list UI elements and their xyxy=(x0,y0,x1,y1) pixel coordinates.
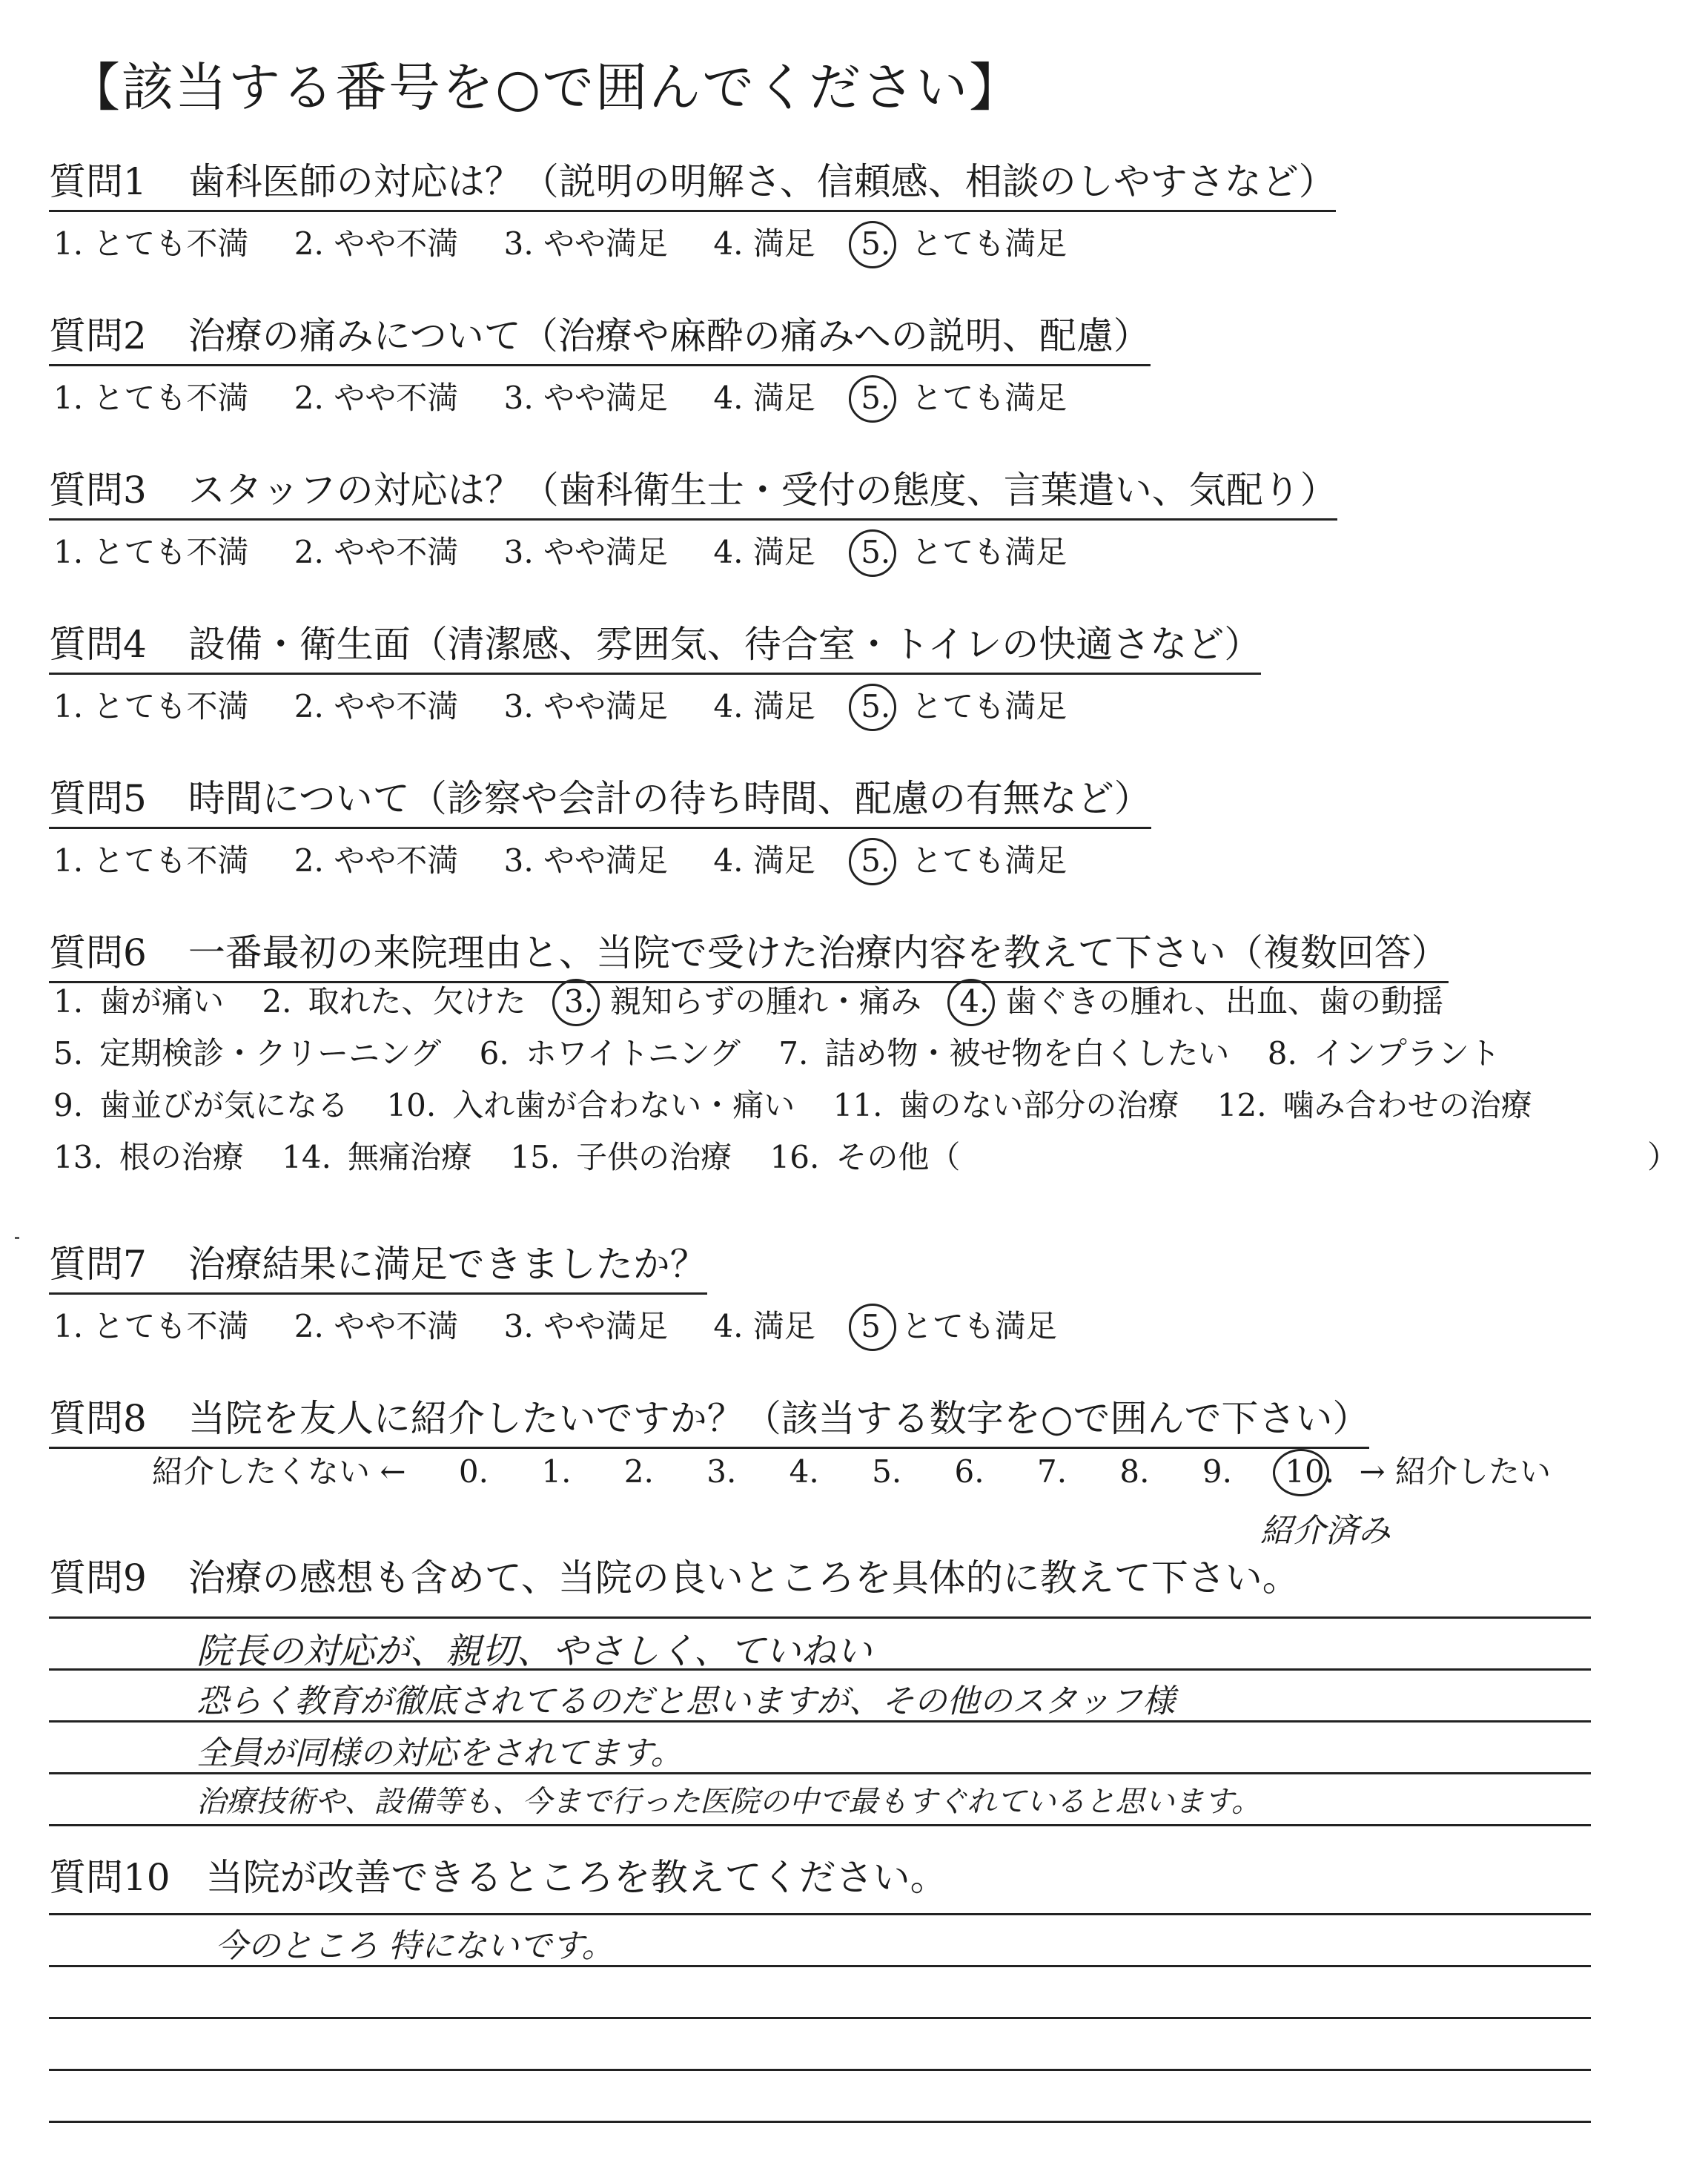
question-text: 治療結果に満足できましたか？ xyxy=(188,1243,707,1286)
selected-number: 4. xyxy=(959,983,990,1020)
question-1 xyxy=(49,152,1336,264)
option-label: 歯並びが気になる xyxy=(99,1087,349,1123)
choice-2[interactable]: 2. やや不満 xyxy=(294,380,459,416)
choice-1[interactable]: 1. とても不満 xyxy=(53,842,249,879)
choice-3[interactable]: 3. やや満足 xyxy=(503,688,669,724)
option-3-selected[interactable] xyxy=(564,977,921,1022)
choice-3[interactable]: 3. やや満足 xyxy=(503,1308,669,1344)
scale-5[interactable]: 5. xyxy=(872,1453,902,1490)
question-number: 質問10 xyxy=(49,1856,171,1899)
option-label: 歯のない部分の治療 xyxy=(898,1087,1179,1123)
option-6[interactable] xyxy=(480,1029,741,1074)
handwritten-answer-line: 今のところ 特にないです。 xyxy=(215,1927,615,1965)
option-number: 16. xyxy=(769,1139,820,1175)
choice-label: とても満足 xyxy=(911,688,1068,724)
choice-2[interactable]: 2. やや不満 xyxy=(294,225,459,262)
choice-2[interactable]: 2. やや不満 xyxy=(294,534,459,570)
rating-choices xyxy=(53,528,1337,572)
choice-3[interactable]: 3. やや満足 xyxy=(503,534,669,570)
scale-10-selected[interactable]: 10. xyxy=(1285,1453,1335,1490)
selected-number: 5. xyxy=(861,688,891,724)
choice-label: とても満足 xyxy=(911,534,1068,570)
question-2 xyxy=(49,306,1151,418)
recommend-scale xyxy=(152,1447,1551,1492)
option-15[interactable] xyxy=(510,1133,732,1178)
choice-4[interactable]: 4. 満足 xyxy=(713,534,815,570)
question-text: スタッフの対応は？（歯科衛生士・受付の態度、言葉遣い、気配り） xyxy=(188,469,1337,512)
question-heading xyxy=(49,1389,1369,1449)
answer-rule xyxy=(49,1824,1591,1826)
option-number: 15. xyxy=(510,1139,560,1175)
choice-1[interactable]: 1. とても不満 xyxy=(53,380,249,416)
scale-9[interactable]: 9. xyxy=(1202,1453,1232,1490)
option-4-selected[interactable] xyxy=(959,977,1443,1022)
option-13[interactable] xyxy=(53,1133,244,1178)
question-number: 質問6 xyxy=(49,931,147,974)
option-number: 5. xyxy=(53,1035,84,1071)
choice-5-selected[interactable] xyxy=(861,1302,1057,1347)
option-number: 9. xyxy=(53,1087,84,1123)
choice-4[interactable]: 4. 満足 xyxy=(713,225,815,262)
option-row xyxy=(53,977,1560,1029)
choice-4[interactable]: 4. 満足 xyxy=(713,1308,815,1344)
scale-0[interactable]: 0. xyxy=(458,1453,489,1490)
selected-number: 5 xyxy=(861,1308,881,1344)
answer-rule xyxy=(49,2017,1591,2019)
answer-rule xyxy=(49,1616,1591,1619)
scale-6[interactable]: 6. xyxy=(954,1453,984,1490)
question-heading xyxy=(49,1848,947,1901)
option-12[interactable] xyxy=(1217,1081,1532,1126)
question-number: 質問7 xyxy=(49,1243,147,1286)
option-number: 2. xyxy=(262,983,292,1020)
option-label: 噛み合わせの治療 xyxy=(1282,1087,1532,1123)
question-heading xyxy=(49,923,1449,983)
question-number: 質問9 xyxy=(49,1556,147,1599)
option-number: 12. xyxy=(1217,1087,1267,1123)
question-heading xyxy=(49,1235,707,1295)
option-label: 詰め物・被せ物を白くしたい xyxy=(824,1035,1230,1071)
question-text: 当院が改善できるところを教えてください。 xyxy=(205,1856,947,1899)
answer-rule xyxy=(49,2121,1591,2123)
option-number: 10. xyxy=(386,1087,437,1123)
question-text: 治療の感想も含めて、当院の良いところを具体的に教えて下さい。 xyxy=(188,1556,1300,1599)
option-number: 7. xyxy=(778,1035,809,1071)
choice-1[interactable]: 1. とても不満 xyxy=(53,1308,249,1344)
question-10 xyxy=(49,1848,947,1901)
choice-5-selected[interactable] xyxy=(861,219,1067,264)
scale-7[interactable]: 7. xyxy=(1036,1453,1068,1490)
option-label: 歯が痛い xyxy=(99,983,225,1020)
option-number: 8. xyxy=(1267,1035,1297,1071)
question-number: 質問4 xyxy=(49,623,147,666)
question-text: 歯科医師の対応は？（説明の明解さ、信頼感、相談のしやすさなど） xyxy=(188,160,1336,203)
question-number: 質問2 xyxy=(49,314,147,357)
selected-number: 5. xyxy=(861,225,891,262)
scale-4[interactable]: 4. xyxy=(789,1453,819,1490)
option-14[interactable] xyxy=(282,1133,472,1178)
scan-speck xyxy=(15,1237,19,1239)
choice-label: とても満足 xyxy=(901,1308,1057,1344)
option-label: その他（ xyxy=(835,1139,961,1175)
choice-4[interactable]: 4. 満足 xyxy=(713,688,815,724)
option-number: 13. xyxy=(53,1139,103,1175)
option-1[interactable] xyxy=(53,977,224,1022)
scale-left-label: 紹介したくない ← xyxy=(152,1453,406,1490)
option-7[interactable] xyxy=(778,1029,1229,1074)
choice-1[interactable]: 1. とても不満 xyxy=(53,688,249,724)
option-label: 根の治療 xyxy=(119,1139,244,1175)
page-title: 【該当する番号を○で囲んでください】 xyxy=(68,57,1023,118)
option-10[interactable] xyxy=(386,1081,795,1126)
rating-choices xyxy=(53,219,1336,264)
scale-right-label: → 紹介したい xyxy=(1359,1453,1551,1490)
choice-label: とても満足 xyxy=(911,842,1068,879)
option-number: 6. xyxy=(479,1035,509,1071)
option-row xyxy=(53,1029,1560,1081)
question-7 xyxy=(49,1235,1093,1347)
option-5[interactable] xyxy=(53,1029,441,1074)
choice-5-selected[interactable] xyxy=(861,836,1067,881)
option-label: 無痛治療 xyxy=(347,1139,472,1175)
question-number: 質問1 xyxy=(49,160,147,203)
question-9 xyxy=(49,1548,1300,1602)
choice-2[interactable]: 2. やや不満 xyxy=(294,842,459,879)
choice-4[interactable]: 4. 満足 xyxy=(713,380,815,416)
answer-rule xyxy=(49,1913,1591,1915)
question-heading xyxy=(49,152,1336,212)
selected-number: 5. xyxy=(861,842,891,879)
option-11[interactable] xyxy=(833,1081,1179,1126)
question-5 xyxy=(49,769,1151,881)
selected-number: 5. xyxy=(861,380,891,416)
rating-choices xyxy=(53,836,1151,881)
option-row xyxy=(53,1081,1560,1133)
question-text: 一番最初の来院理由と、当院で受けた治療内容を教えて下さい（複数回答） xyxy=(188,931,1449,974)
question-text: 治療の痛みについて（治療や麻酔の痛みへの説明、配慮） xyxy=(188,314,1151,357)
question-8 xyxy=(49,1389,1369,1449)
choice-label: とても満足 xyxy=(911,380,1068,416)
choice-4[interactable]: 4. 満足 xyxy=(713,842,815,879)
choice-label: とても満足 xyxy=(911,225,1068,262)
question-number: 質問8 xyxy=(49,1397,147,1440)
option-number: 11. xyxy=(833,1087,883,1123)
option-label: 取れた、欠けた xyxy=(308,983,526,1020)
question-number: 質問3 xyxy=(49,469,147,512)
rating-choices xyxy=(53,682,1261,727)
visit-reason-options xyxy=(53,977,1679,1185)
choice-5-selected[interactable] xyxy=(861,374,1067,418)
question-heading xyxy=(49,769,1151,829)
handwritten-answer-line: 院長の対応が、親切、やさしく、ていねい xyxy=(196,1631,873,1672)
other-close-paren: ） xyxy=(1647,1139,1679,1175)
choice-2[interactable]: 2. やや不満 xyxy=(294,1308,459,1344)
option-8[interactable] xyxy=(1268,1029,1500,1074)
question-text: 設備・衛生面（清潔感、雰囲気、待合室・トイレの快適さなど） xyxy=(188,623,1262,666)
handwritten-answer-line: 治療技術や、設備等も、今まで行った医院の中で最もすぐれていると思います。 xyxy=(196,1785,1261,1819)
option-16-other[interactable] xyxy=(770,1133,961,1178)
choice-1[interactable]: 1. とても不満 xyxy=(53,534,249,570)
question-heading xyxy=(49,1548,1300,1602)
rating-choices xyxy=(53,374,1151,418)
option-number: 14. xyxy=(282,1139,331,1175)
choice-5-selected[interactable] xyxy=(861,528,1067,572)
option-2[interactable] xyxy=(262,977,526,1022)
choice-3[interactable]: 3. やや満足 xyxy=(503,380,669,416)
scale-2[interactable]: 2. xyxy=(623,1453,654,1490)
answer-rule xyxy=(49,2069,1591,2071)
scale-3[interactable]: 3. xyxy=(706,1453,737,1490)
question-number: 質問5 xyxy=(49,777,147,820)
option-label: 歯ぐきの腫れ、出血、歯の動揺 xyxy=(1005,983,1443,1020)
question-heading xyxy=(49,460,1337,521)
option-label: 子供の治療 xyxy=(576,1139,732,1175)
option-row xyxy=(53,1133,1679,1185)
question-6 xyxy=(49,923,1449,983)
choice-3[interactable]: 3. やや満足 xyxy=(503,842,669,879)
option-label: ホワイトニング xyxy=(525,1035,741,1071)
option-9[interactable] xyxy=(53,1081,348,1126)
selected-number: 5. xyxy=(861,534,891,570)
scale-1[interactable]: 1. xyxy=(541,1453,572,1490)
option-label: 入れ歯が合わない・痛い xyxy=(452,1087,795,1123)
question-heading xyxy=(49,615,1261,675)
rating-choices xyxy=(53,1302,1093,1347)
question-text: 当院を友人に紹介したいですか？（該当する数字を○で囲んで下さい） xyxy=(188,1397,1370,1440)
handwritten-answer-line: 全員が同様の対応をされてます。 xyxy=(196,1734,683,1772)
option-label: 親知らずの腫れ・痛み xyxy=(609,983,921,1020)
scale-8[interactable]: 8. xyxy=(1119,1453,1150,1490)
choice-2[interactable]: 2. やや不満 xyxy=(294,688,459,724)
option-number: 1. xyxy=(53,983,84,1020)
option-label: 定期検診・クリーニング xyxy=(99,1035,442,1071)
handwritten-answer-line: 恐らく教育が徹底されてるのだと思いますが、その他のスタッフ様 xyxy=(196,1682,1175,1720)
question-text: 時間について（診察や会計の待ち時間、配慮の有無など） xyxy=(188,777,1151,820)
choice-5-selected[interactable] xyxy=(861,682,1067,727)
handwritten-note: 紹介済み xyxy=(1260,1512,1391,1550)
choice-1[interactable]: 1. とても不満 xyxy=(53,225,249,262)
question-4 xyxy=(49,615,1261,727)
selected-number: 3. xyxy=(563,983,594,1020)
choice-3[interactable]: 3. やや満足 xyxy=(503,225,669,262)
question-3 xyxy=(49,460,1337,572)
question-heading xyxy=(49,306,1151,366)
option-label: インプラント xyxy=(1313,1035,1500,1071)
